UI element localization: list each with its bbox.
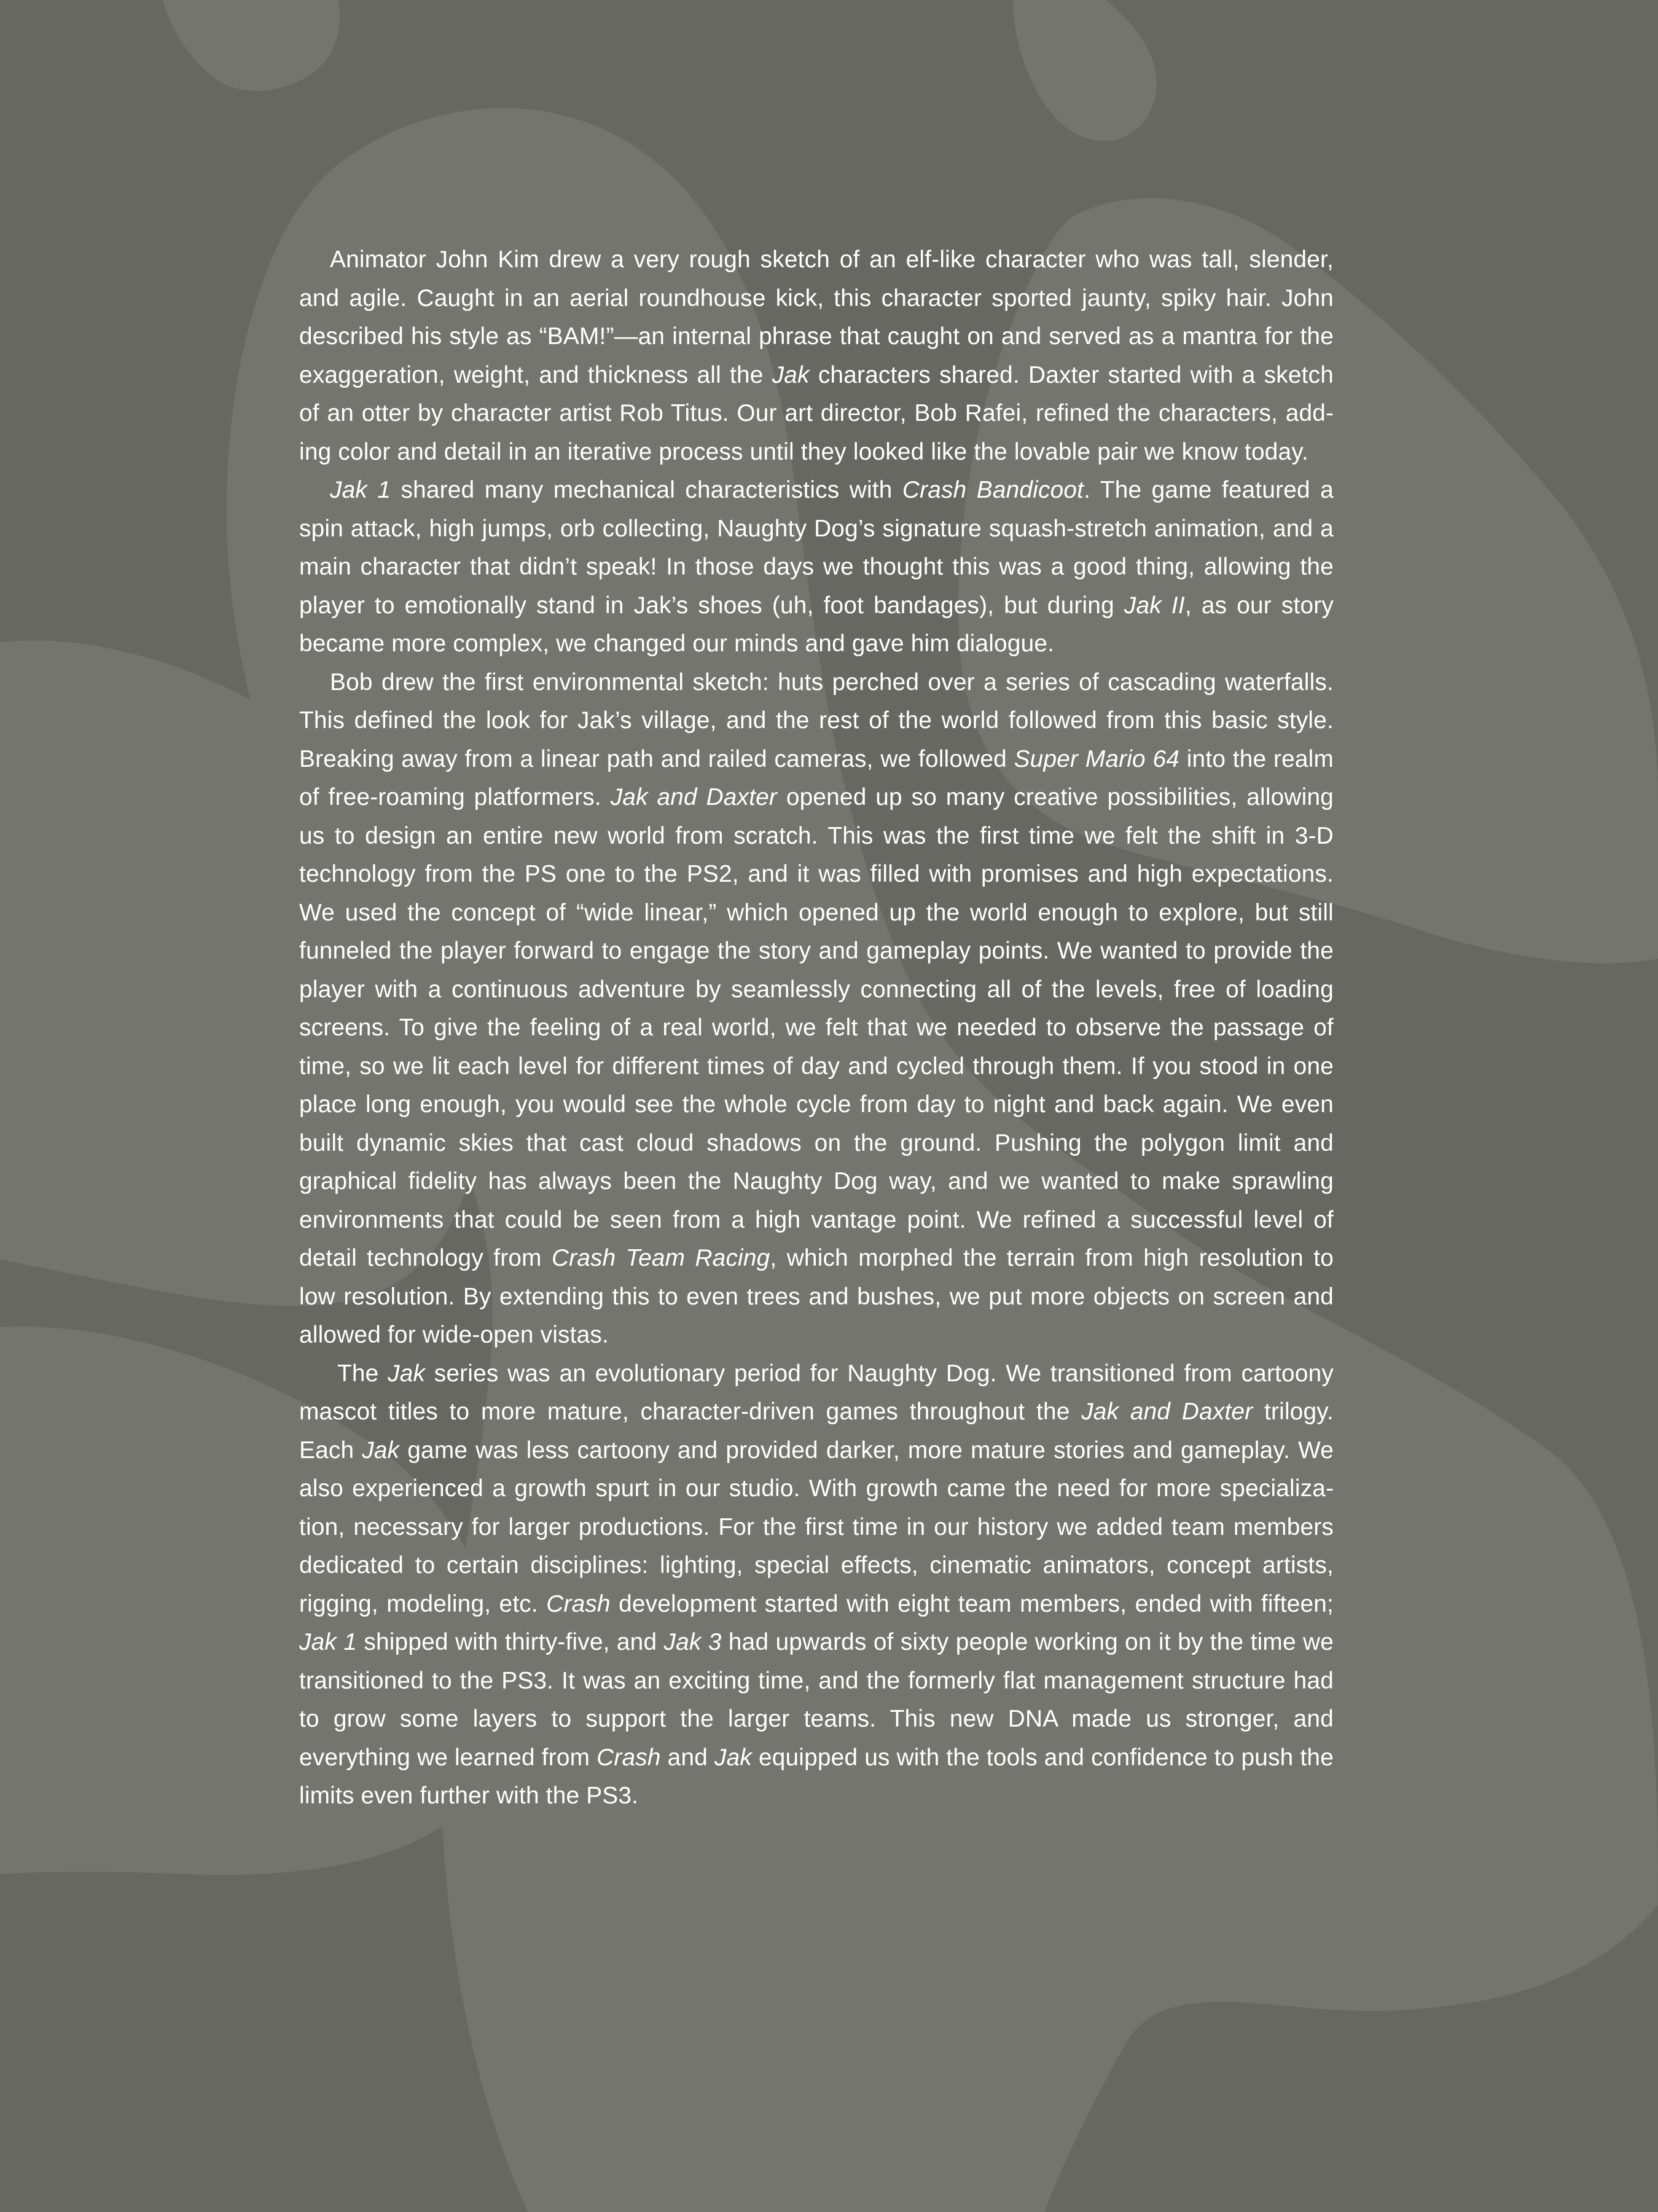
text-run: shipped with thirty-five, and	[357, 1629, 664, 1655]
title-italic: Super Mario 64	[1014, 745, 1180, 772]
text-run: and	[660, 1744, 714, 1771]
text-run: characters shared. Daxter started with a sketch of an otter by character artist Rob Titus. Our art director, Bob Rafei, refined the characters, adding color and detail in an iterative process until they looked like the lovable pair we know today.	[299, 361, 1334, 465]
text-run: Bob drew the first environmental sketch: huts perched over a series of cascading waterfalls. This defined the look for Jak’s village, and the rest of the world followed from this basic style. Breaking away from a linear path and railed cameras, we followed	[299, 669, 1334, 772]
title-italic: Jak II	[1124, 592, 1185, 619]
text-run: , which morphed the terrain from high resolution to low resolution. By extending this to even trees and bushes, we put more objects on screen and allowed for wide-open vistas.	[299, 1245, 1334, 1348]
text-run: . The game featured a spin attack, high jumps, orb collecting, Naughty Dog’s signature squash-stretch animation, and a main character that didn’t speak! In those days we thought this was a good thing, allowing the player to emotionally stand in Jak’s shoes (uh, foot bandages), but during	[299, 477, 1334, 619]
text-run: opened up so many creative possibilities, allowing us to design an entire new world from scratch. This was the first time we felt the shift in 3-D technology from the PS one to the PS2, and it was filled with promises and high expectations. We used the concept of “wide linear,” which opened up the world enough to explore, but still funneled the player forward to engage the story and gameplay points. We wanted to provide the player with a continuous adventure by seamlessly connecting all of the levels, free of loading screens. To give the feeling of a real world, we felt that we needed to observe the passage of time, so we lit each level for different times of day and cycled through them. If you stood in one place long enough, you would see the whole cycle from day to night and back again. We even built dynamic skies that cast cloud shadows on the ground. Pushing the polygon limit and graphical fidelity has always been the Naughty Dog way, and we wanted to make sprawling environments that could be seen from a high vantage point. We refined a successful level of detail technology from	[299, 784, 1334, 1271]
title-italic: Jak	[388, 1360, 426, 1387]
paragraph-2	[299, 471, 1334, 664]
title-italic: Jak	[714, 1744, 752, 1771]
text-run: Animator John Kim drew a very rough sketch of an elf-like character who was tall, slender, and agile. Caught in an aerial roundhouse kick, this character sported jaunty, spiky hair. John described his style as “BAM!”—an internal phrase that caught on and served as a mantra for the exaggeration, weight, and thickness all the	[299, 246, 1334, 388]
title-italic: Crash	[546, 1590, 611, 1617]
text-run: series was an evolutionary period for Naughty Dog. We transitioned from cartoony mascot titles to more mature, character-driven games throughout the	[299, 1360, 1334, 1425]
title-italic: Crash	[596, 1744, 661, 1771]
title-italic: Jak 3	[663, 1629, 722, 1655]
title-italic: Jak 1	[299, 1629, 358, 1655]
paragraph-3	[299, 664, 1334, 1355]
text-run: into the realm of free-roaming platformers.	[299, 745, 1334, 810]
text-run: trilogy. Each	[299, 1398, 1334, 1464]
title-italic: Jak	[772, 361, 810, 388]
title-italic: Jak 1	[330, 477, 391, 503]
text-run: had upwards of sixty people working on it by the time we transitioned to the PS3. It was an exciting time, and the formerly flat management structure had to grow some layers to support the larger teams. This new DNA made us stronger, and everything we learned from	[299, 1629, 1334, 1771]
title-italic: Jak and Daxter	[1081, 1398, 1253, 1425]
text-run: game was less cartoony and provided darker, more mature stories and gameplay. We also experienced a growth spurt in our studio. With growth came the need for more specialization, necessary for larger productions. For the first time in our history we added team members dedicated to certain disciplines: lighting, special effects, cinematic animators, concept artists, rigging, modeling, etc.	[299, 1437, 1334, 1617]
title-italic: Jak	[362, 1437, 400, 1464]
text-run: equipped us with the tools and confidence to push the limits even further with the PS3.	[299, 1744, 1334, 1809]
paragraph-4	[299, 1355, 1334, 1816]
text-run: , as our story became more complex, we changed our minds and gave him dialogue.	[299, 592, 1334, 657]
title-italic: Crash Bandicoot	[902, 477, 1084, 503]
text-run: development started with eight team members, ended with fifteen;	[610, 1590, 1334, 1617]
body-text	[299, 241, 1334, 1816]
title-italic: Crash Team Racing	[551, 1245, 770, 1271]
paragraph-1	[299, 241, 1334, 471]
text-run: The	[337, 1360, 388, 1387]
title-italic: Jak and Daxter	[610, 784, 778, 810]
text-run: shared many mechanical characteristics with	[391, 477, 902, 503]
